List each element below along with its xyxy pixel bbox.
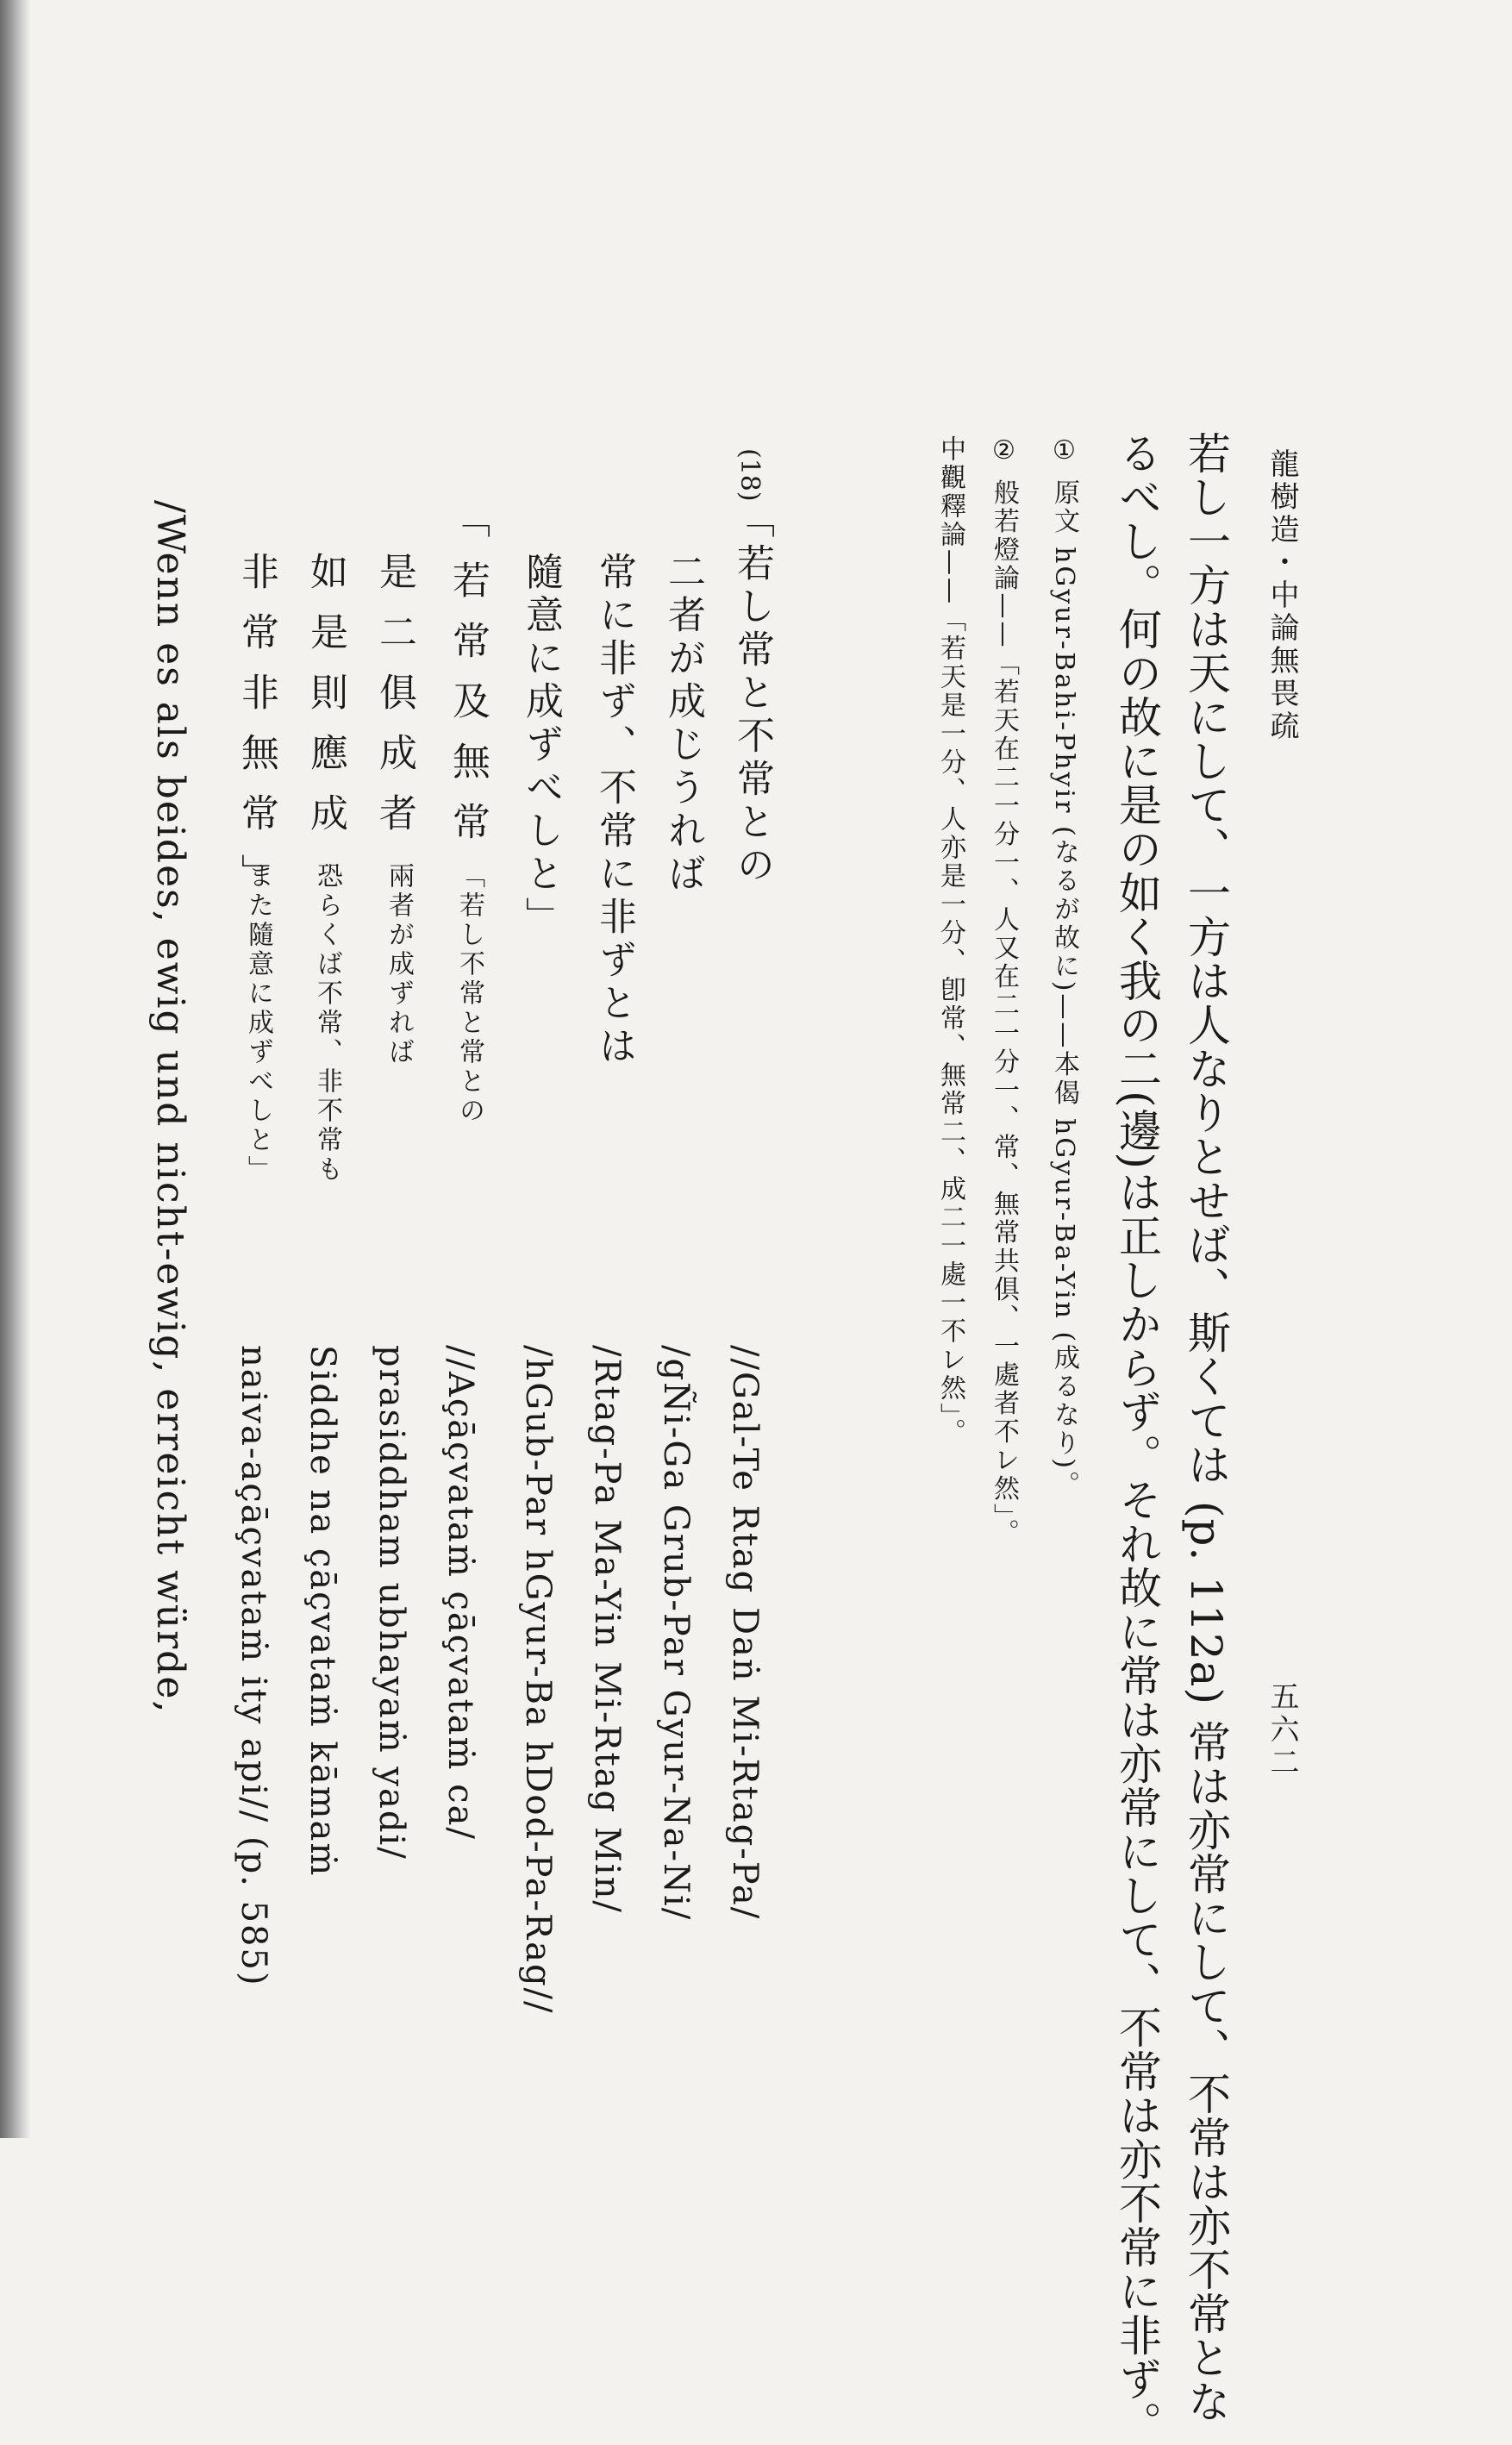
page-number: 五六二 — [1265, 1681, 1299, 1779]
sanskrit-line-2: prasiddham ubhayaṁ yadi/ — [372, 1345, 411, 1860]
kundoku-line-2: 兩者が成ずれば — [384, 862, 414, 1067]
body-line-1: 若し一方は天にして、一方は人なりとせば、斯くては (p. 112a) 常は亦常にして、不常は亦不常とな — [1181, 431, 1231, 2423]
sanskrit-line-4: naiva-açāçvataṁ ity api// (p. 585) — [234, 1345, 273, 1987]
chinese-verse-line-3: 如是則應成 — [303, 552, 347, 854]
tibetan-line-4: /hGub-Par hGyur-Ba hDod-Pa-Rag// — [518, 1345, 558, 2015]
sanskrit-line-1: //Açāçvataṁ çāçvataṁ ca/ — [440, 1345, 480, 1841]
verse-number: (18) — [734, 448, 765, 502]
note-1: ① 原文 hGyur-Bahi-Phyir (なるが故に)——本偈 hGyur-Ba-Yin (成るなり)。 — [1049, 435, 1079, 1499]
japanese-verse-line-4: 隨意に成ずべしと」 — [519, 552, 563, 940]
japanese-verse-line-1: 「若し常と不常との — [730, 500, 774, 888]
running-title: 龍樹造・中論無畏疏 — [1265, 448, 1299, 743]
tibetan-line-3: /Rtag-Pa Ma-Yin Mi-Rtag Min/ — [587, 1345, 627, 1914]
scan-shadow-edge — [0, 0, 31, 2138]
kundoku-line-1: 「若し不常と常との — [454, 862, 484, 1126]
tibetan-line-2: /gÑi-Ga Grub-Par Gyur-Na-Ni/ — [656, 1345, 696, 1922]
kundoku-line-4: また隨意に成ずべしと」 — [243, 862, 273, 1185]
body-line-2: るべし。何の故に是の如く我の二(邊)は正しからず。それ故に常は亦常にして、不常は亦不常に非ず。 — [1112, 431, 1162, 2445]
note-3: 中觀釋論——「若天是一分、人亦是一分、卽常、無常二、成二一處一不レ然」。 — [935, 435, 965, 1447]
chinese-verse-line-4: 非常非無常」 — [234, 552, 278, 914]
japanese-verse-line-3: 常に非ず、不常に非ずとは — [592, 552, 636, 1069]
japanese-verse-line-2: 二者が成じうれば — [661, 552, 705, 897]
german-line: /Wenn es als beides, ewig und nicht-ewig, erreicht würde, — [148, 500, 192, 1715]
note-2: ② 般若燈論——「若天在二一分一、人又在二一分一、常、無常共俱、一處者不レ然」。 — [989, 435, 1019, 1548]
kundoku-line-3: 恐らくば不常、非不常も — [312, 862, 342, 1185]
chinese-verse-line-1: 「若常及無常 — [446, 500, 490, 862]
tibetan-line-1: //Gal-Te Rtag Daṅ Mi-Rtag-Pa/ — [725, 1345, 765, 1921]
sanskrit-line-3: Siddhe na çāçvataṁ kāmaṁ — [303, 1345, 342, 1878]
chinese-verse-line-2: 是二俱成者 — [372, 552, 416, 854]
